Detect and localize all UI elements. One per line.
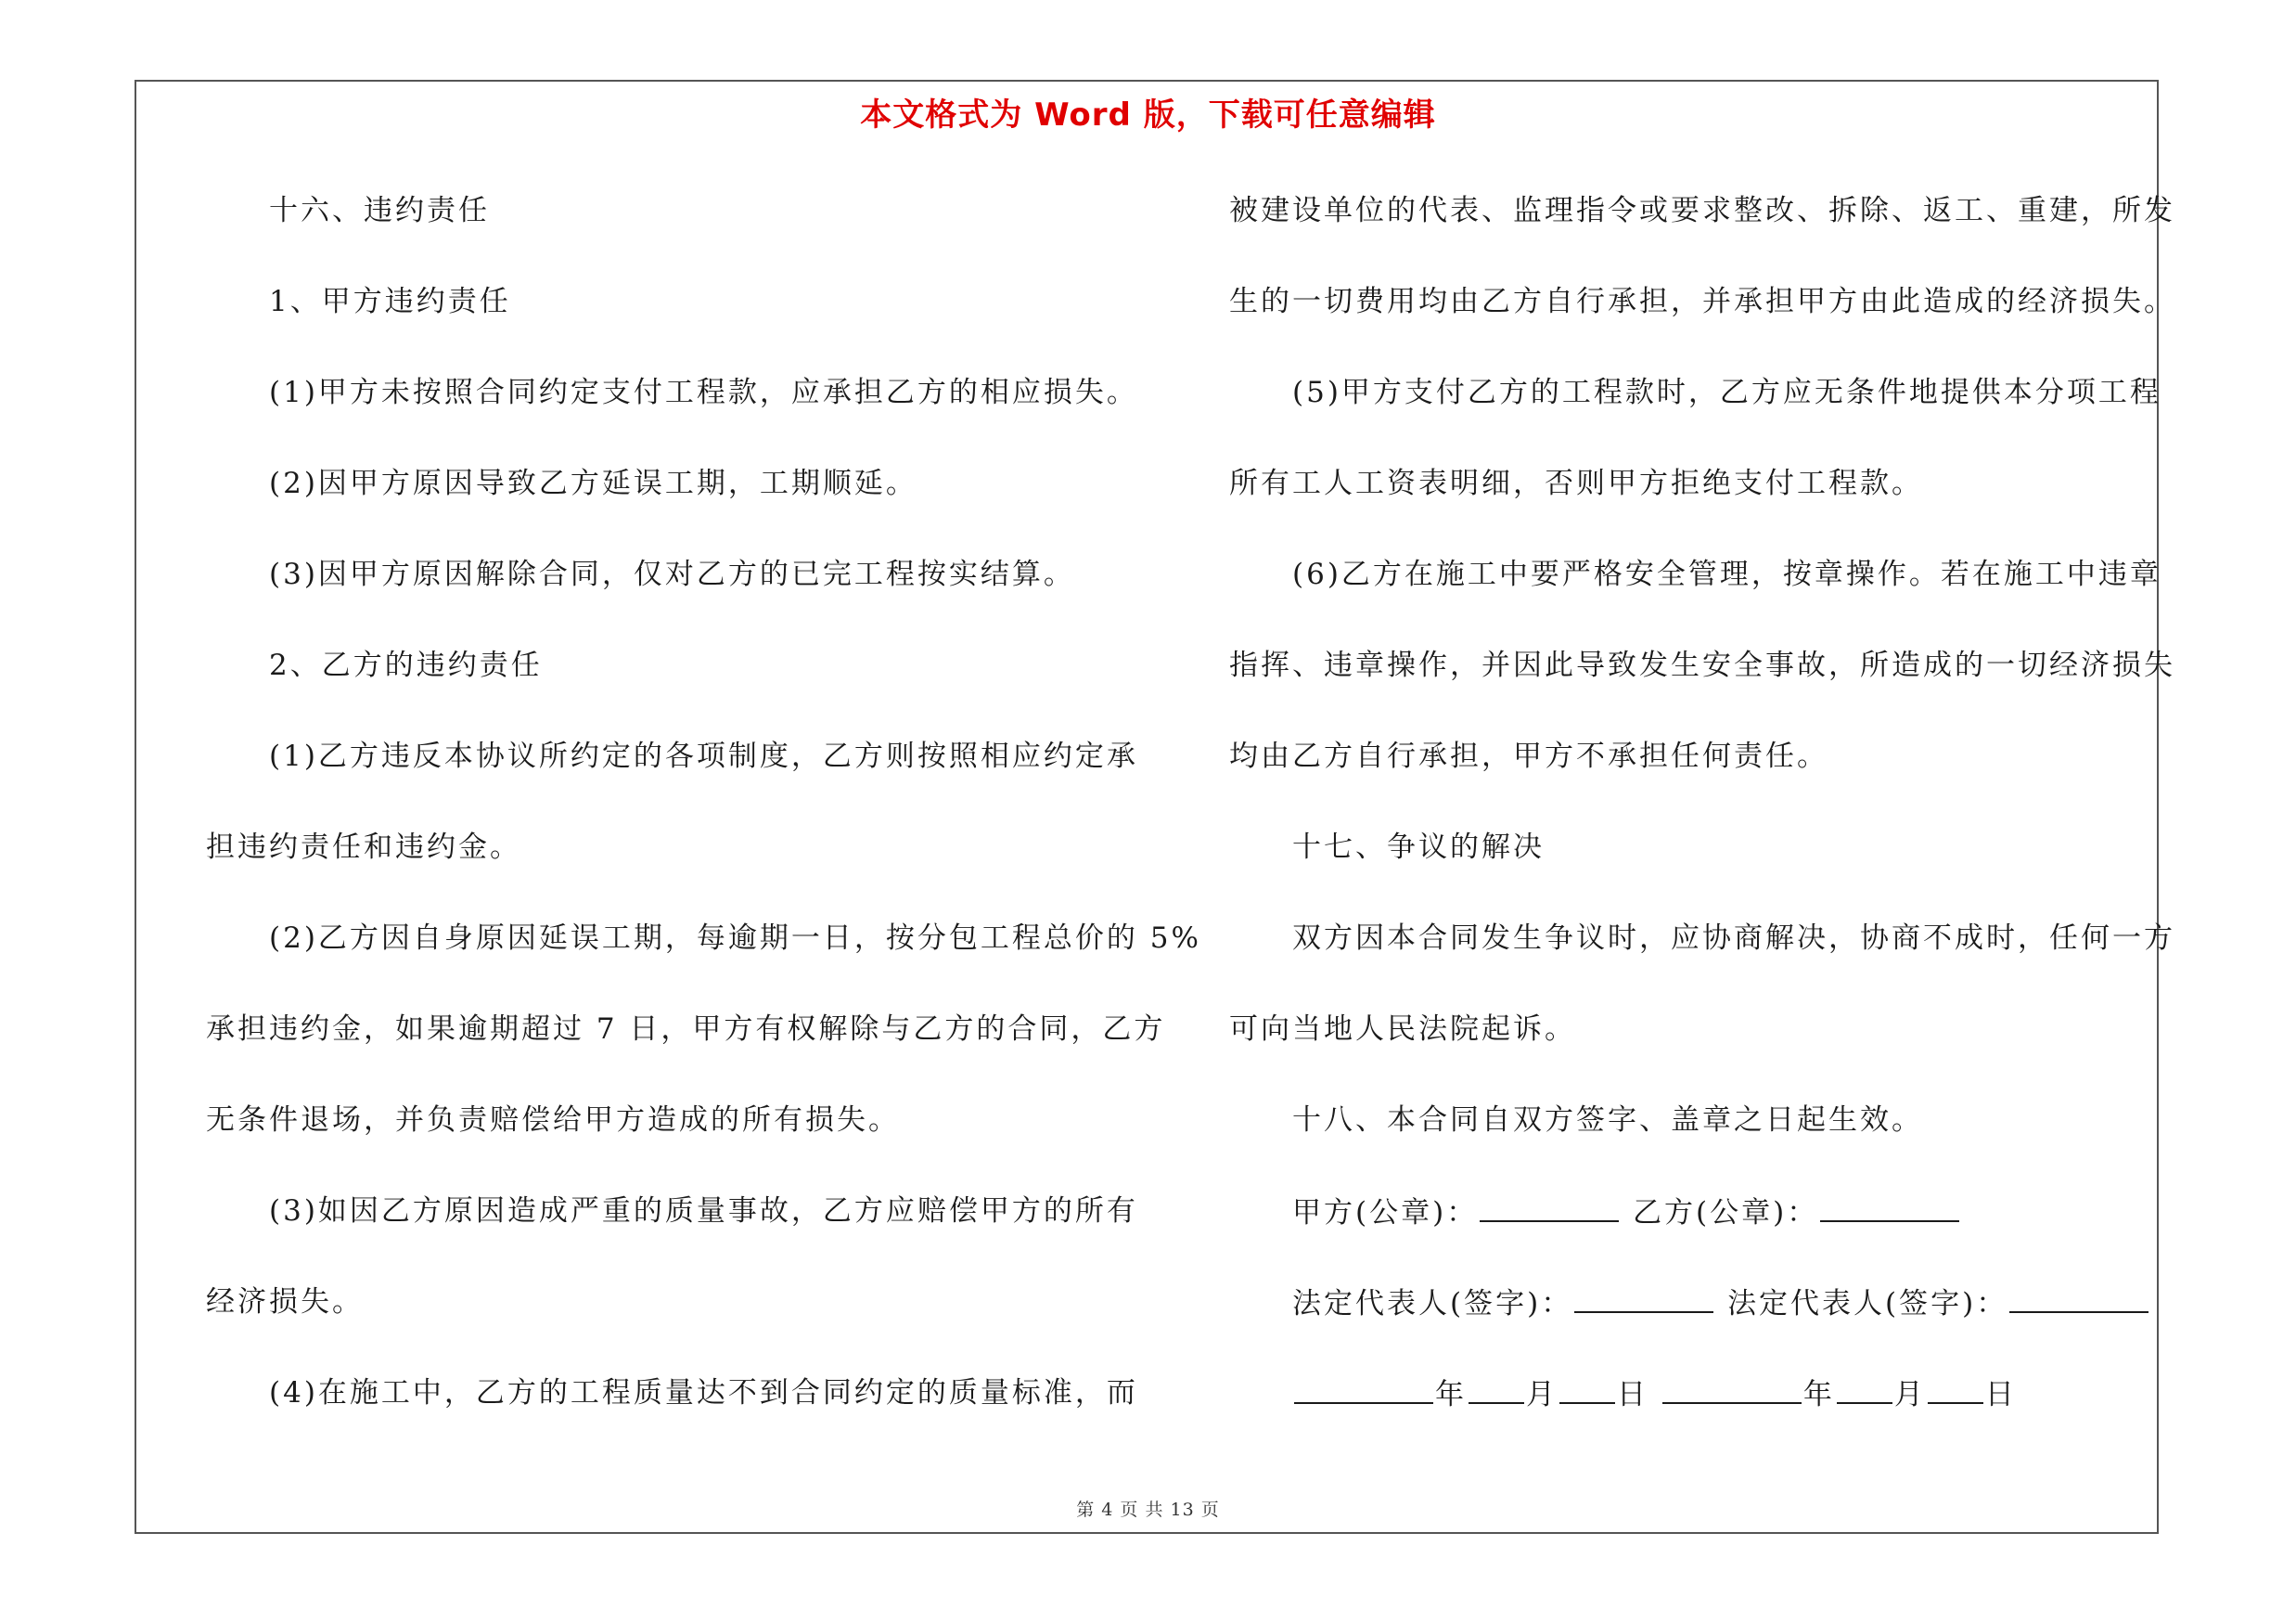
paragraph-line: 无条件退场，并负责赔偿给甲方造成的所有损失。: [206, 1103, 900, 1137]
day-label: 日: [1984, 1378, 2017, 1411]
paragraph-line: (5)甲方支付乙方的工程款时，乙方应无条件地提供本分项工程: [1292, 376, 2161, 409]
party-b-seal-label: 乙方(公章)：: [1633, 1196, 1819, 1230]
paragraph-line: 经济损失。: [206, 1285, 364, 1319]
paragraph-line: (3)因甲方原因解除合同，仅对乙方的已完工程按实结算。: [269, 558, 1075, 591]
paragraph-line: 双方因本合同发生争议时，应协商解决，协商不成时，任何一方: [1292, 921, 2175, 955]
page-number-footer: 第 4 页 共 13 页: [1076, 1500, 1220, 1520]
date-line: [1229, 1374, 2017, 1413]
paragraph-line: 所有工人工资表明细，否则甲方拒绝支付工程款。: [1229, 467, 1923, 500]
paragraph-line: (3)如因乙方原因造成严重的质量事故，乙方应赔偿甲方的所有: [269, 1194, 1138, 1228]
month-blank-a: [1469, 1374, 1524, 1404]
paragraph-line: 承担违约金，如果逾期超过 7 日，甲方有权解除与乙方的合同，乙方: [206, 1012, 1166, 1046]
paragraph-line: 均由乙方自行承担，甲方不承担任何责任。: [1229, 740, 1828, 773]
party-b-seal-blank: [1820, 1192, 1959, 1222]
section-heading: 十七、争议的解决: [1292, 831, 1545, 864]
year-label: 年: [1435, 1378, 1467, 1411]
day-blank-b: [1928, 1374, 1983, 1404]
party-a-seal-blank: [1480, 1192, 1619, 1222]
paragraph-line: 生的一切费用均由乙方自行承担，并承担甲方由此造成的经济损失。: [1229, 285, 2175, 318]
paragraph-line: 可向当地人民法院起诉。: [1229, 1012, 1576, 1046]
month-label: 月: [1526, 1378, 1558, 1411]
paragraph-line: (2)因甲方原因导致乙方延误工期，工期顺延。: [269, 467, 917, 500]
paragraph-line: 2、乙方的违约责任: [269, 649, 543, 682]
paragraph-line: 指挥、违章操作，并因此导致发生安全事故，所造成的一切经济损失: [1229, 649, 2175, 682]
year-label: 年: [1802, 1378, 1835, 1411]
year-blank-b: [1662, 1374, 1802, 1404]
representative-line: [1229, 1283, 2150, 1322]
section-heading: 十八、本合同自双方签字、盖章之日起生效。: [1292, 1103, 1923, 1137]
paragraph-line: 1、甲方违约责任: [269, 285, 511, 318]
paragraph-line: (1)甲方未按照合同约定支付工程款，应承担乙方的相应损失。: [269, 376, 1138, 409]
seal-line: [1229, 1192, 1961, 1231]
day-blank-a: [1559, 1374, 1615, 1404]
party-a-seal-label: 甲方(公章)：: [1292, 1196, 1479, 1230]
paragraph-line: (2)乙方因自身原因延误工期，每逾期一日，按分包工程总价的 5%: [269, 921, 1201, 955]
party-a-rep-blank: [1574, 1283, 1713, 1313]
paragraph-line: (4)在施工中，乙方的工程质量达不到合同约定的质量标准，而: [269, 1376, 1138, 1410]
month-label: 月: [1893, 1378, 1926, 1411]
party-b-rep-label: 法定代表人(签字)：: [1727, 1287, 2008, 1320]
paragraph-line: 担违约责任和违约金。: [206, 831, 521, 864]
party-b-rep-blank: [2009, 1283, 2148, 1313]
day-label: 日: [1617, 1378, 1648, 1411]
paragraph-line: (1)乙方违反本协议所约定的各项制度，乙方则按照相应约定承: [269, 740, 1138, 773]
year-blank-a: [1294, 1374, 1433, 1404]
word-format-banner: 本文格式为 Word 版，下载可任意编辑: [860, 97, 1436, 134]
party-a-rep-label: 法定代表人(签字)：: [1292, 1287, 1573, 1320]
paragraph-line: 被建设单位的代表、监理指令或要求整改、拆除、返工、重建，所发: [1229, 194, 2175, 227]
paragraph-line: (6)乙方在施工中要严格安全管理，按章操作。若在施工中违章: [1292, 558, 2161, 591]
paragraph-line: 十六、违约责任: [269, 194, 490, 227]
month-blank-b: [1837, 1374, 1892, 1404]
